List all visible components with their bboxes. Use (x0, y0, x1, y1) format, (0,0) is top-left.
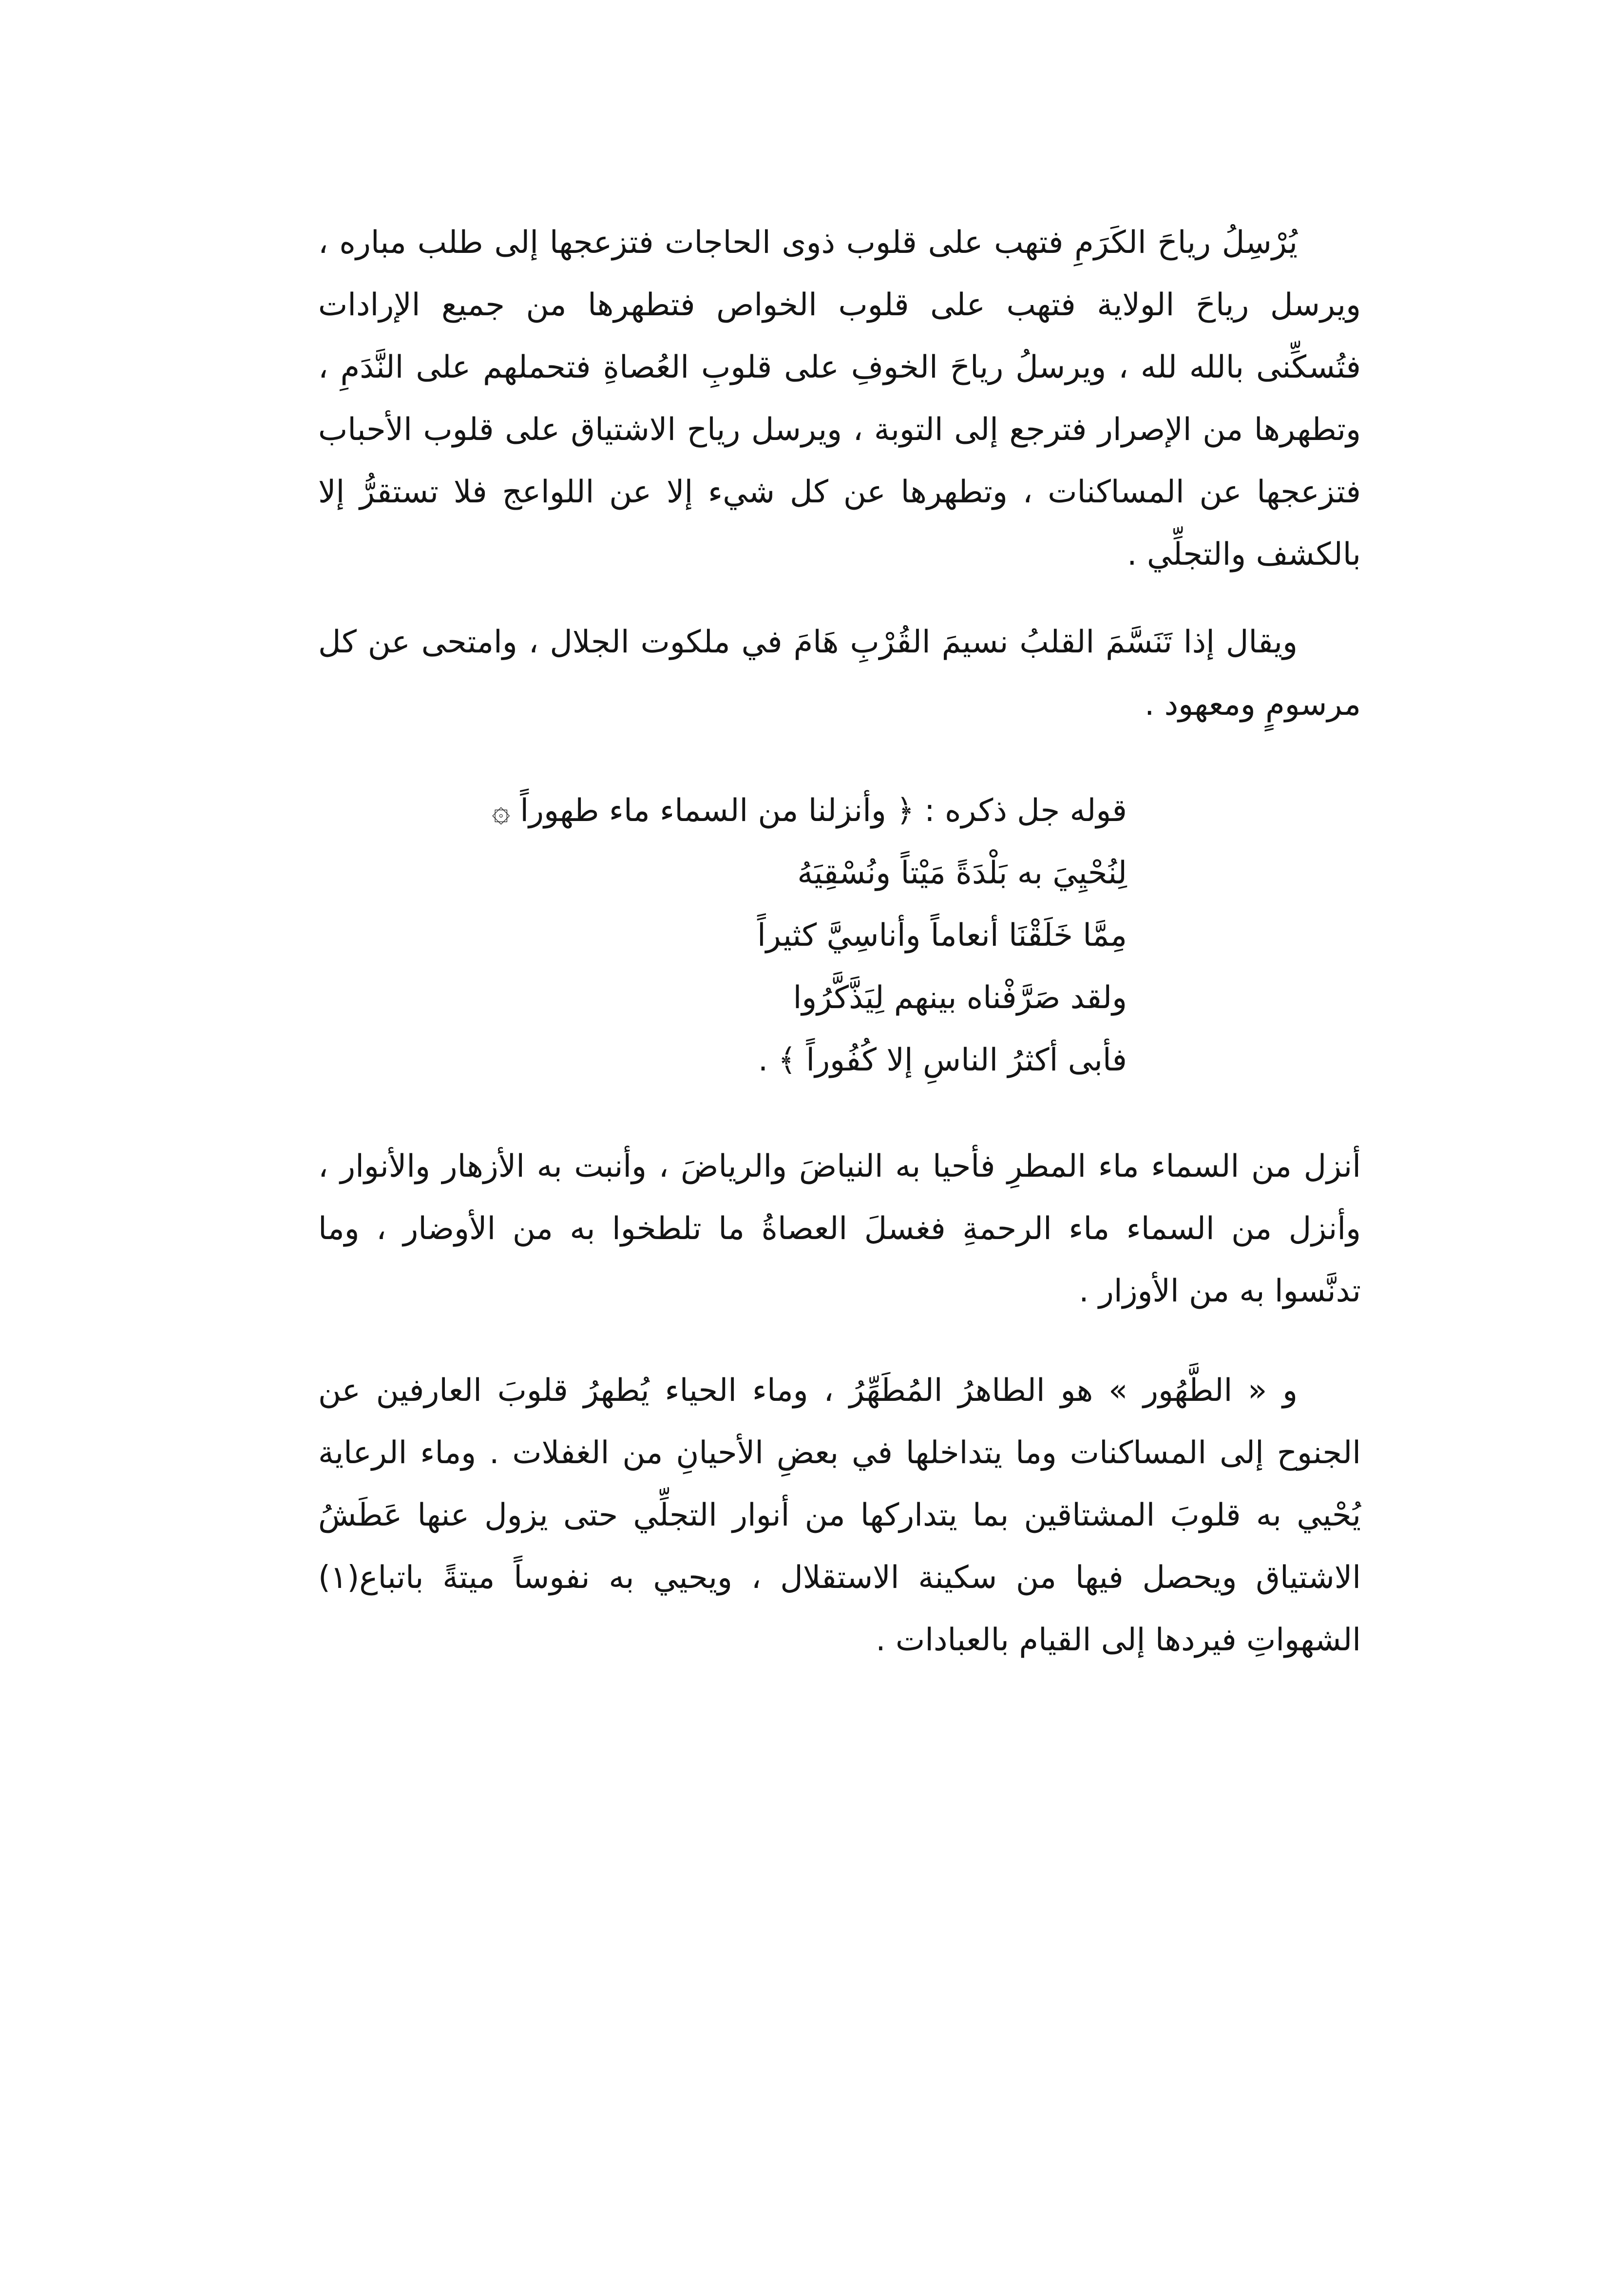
paragraph-nearness: ويقال إذا تَنَسَّمَ القلبُ نسيمَ القُرْبِ هَامَ في ملكوت الجلال ، وامتحى عن كل مرسومٍ ومعهود . (318, 624, 1361, 723)
quran-verse-block-1 (492, 780, 1127, 1091)
verse-line: لِنُحْيِيَ به بَلْدَةً مَيْتاً ونُسْقِيَهُ (797, 855, 1127, 891)
paragraph-rain: أنزل من السماء ماء المطرِ فأحيا به النياضَ والرياضَ ، وأنبت به الأزهار والأنوار ، وأنزل من السماء ماء الرحمةِ فغسلَ العصاةُ ما تلطخوا به من الأوضار ، وما تدنَّسوا به من الأوزار . (318, 1148, 1361, 1309)
paragraph-tahur: و « الطَّهُور » هو الطاهرُ المُطَهِّرُ ، وماء الحياء يُطهرُ قلوبَ العارفين عن الجنوح إلى المساكنات وما يتداخلها في بعضِ الأحيانِ من الغفلات . وماء الرعاية يُحْيي به قلوبَ المشتاقين بما يتداركها من أنوار التجلِّي حتى يزول عنها عَطَشُ الاشتياق ويحصل فيها من سكينة الاستقلال ، ويحيي به نفوساً ميتةً باتباع(١) الشهواتِ فيردها إلى القيام بالعبادات . (318, 1373, 1361, 1658)
verse-line: قوله جل ذكره : ﴿ وأنزلنا من السماء ماء طهوراً ۞ (492, 793, 1127, 829)
paragraph-winds: يُرْسِلُ رياحَ الكَرَمِ فتهب على قلوب ذوى الحاجات فتزعجها إلى طلب مباره ، ويرسل رياحَ الولاية فتهب على قلوب الخواص فتطهرها من جميع الإرادات فتُسكِّنى بالله لله ، ويرسلُ رياحَ الخوفِ على قلوبِ العُصاةِ فتحملهم على النَّدَمِ ، وتطهرها من الإصرار فترجع إلى التوبة ، ويرسل رياح الاشتياق على قلوب الأحباب فتزعجها عن المساكنات ، وتطهرها عن كل شيء إلا عن اللواعج فلا تستقرُّ إلا بالكشف والتجلِّي . (318, 225, 1361, 573)
verse-line: ولقد صَرَّفْناه بينهم لِيَذَّكَّرُوا (793, 980, 1127, 1016)
verse-line: مِمَّا خَلَقْنَا أنعاماً وأناسِيَّ كثيراً (757, 917, 1127, 954)
verse-line: فأبى أكثرُ الناسِ إلا كُفُوراً ﴾ . (758, 1042, 1127, 1078)
